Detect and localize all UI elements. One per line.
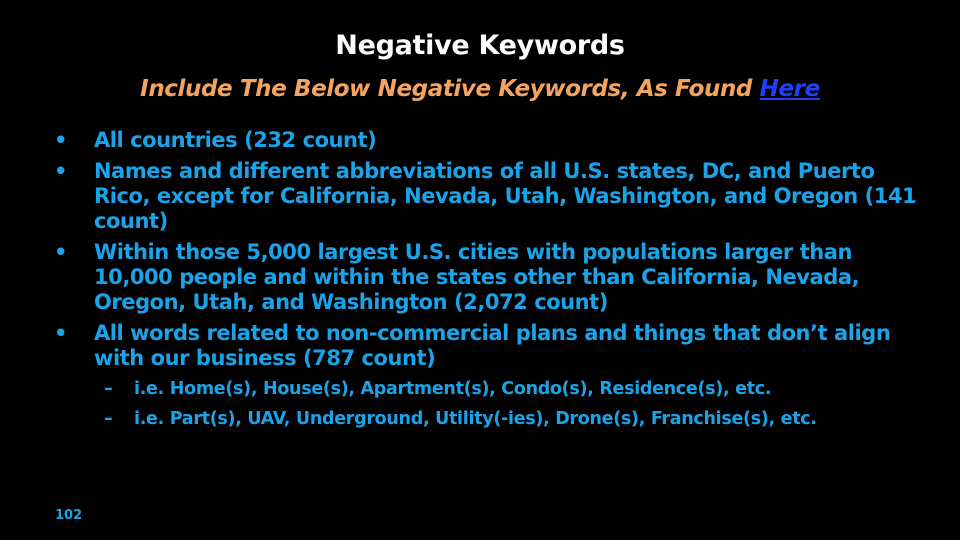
- bullet-icon: •: [54, 321, 67, 345]
- bullet-item: [54, 128, 934, 153]
- bullet-item: [54, 321, 934, 431]
- slide-title: Negative Keywords: [335, 30, 625, 61]
- dash-icon: –: [104, 409, 113, 429]
- sub-bullet-list: [94, 377, 934, 431]
- bullet-icon: •: [54, 159, 67, 183]
- sub-bullet-item: [94, 377, 934, 401]
- subtitle-text: Include The Below Negative Keywords, As Found: [140, 76, 760, 102]
- sub-bullet-text: i.e. Part(s), UAV, Underground, Utility(-ies), Drone(s), Franchise(s), etc.: [134, 409, 817, 429]
- bullet-text: All words related to non-commercial plans and things that don’t align with our business (787 count): [94, 321, 891, 370]
- dash-icon: –: [104, 379, 113, 399]
- bullet-icon: •: [54, 128, 67, 152]
- slide-subtitle: [0, 76, 960, 102]
- bullet-text: Within those 5,000 largest U.S. cities with populations larger than 10,000 people and within the states other than California, Nevada, Oregon, Utah, and Washington (2,072 count): [94, 240, 860, 314]
- bullet-item: [54, 159, 934, 234]
- bullet-text: All countries (232 count): [94, 128, 377, 152]
- sub-bullet-item: [94, 407, 934, 431]
- page-number: 102: [55, 508, 83, 523]
- bullet-item: [54, 240, 934, 315]
- here-link[interactable]: Here: [759, 76, 820, 102]
- sub-bullet-text: i.e. Home(s), House(s), Apartment(s), Condo(s), Residence(s), etc.: [134, 379, 772, 399]
- bullet-list: [54, 128, 934, 437]
- bullet-text: Names and different abbreviations of all U.S. states, DC, and Puerto Rico, except for California, Nevada, Utah, Washington, and Oregon (141 count): [94, 159, 917, 233]
- bullet-icon: •: [54, 240, 67, 264]
